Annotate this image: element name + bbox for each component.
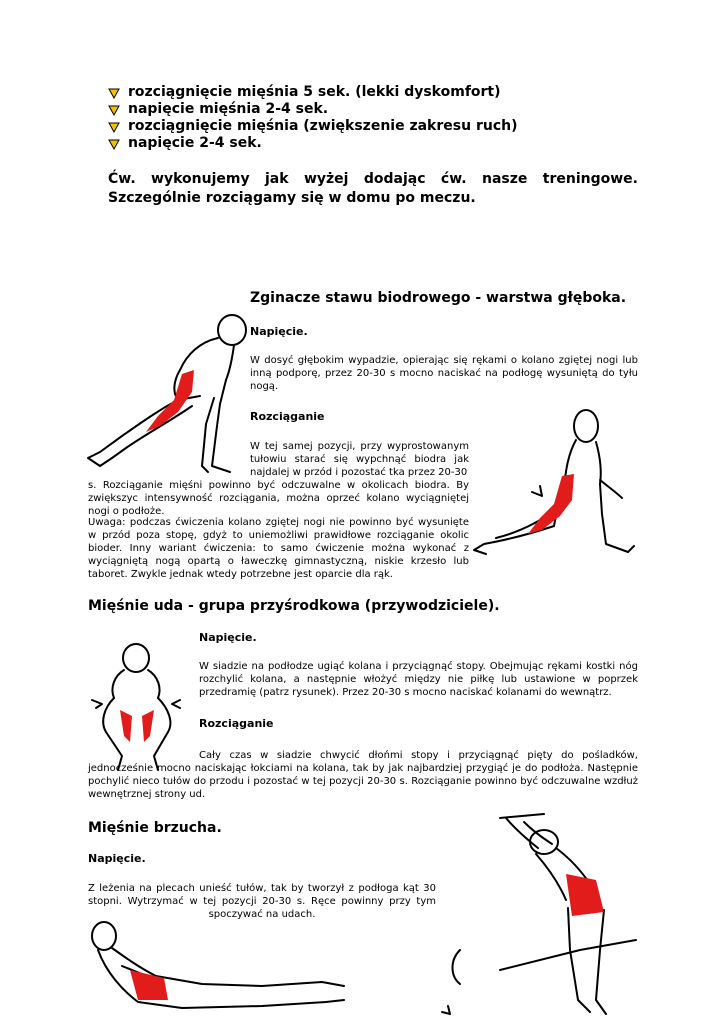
section3-tension-text: Z leżenia na plecach unieść tułów, tak by tworzył z podłoga kąt 30 stopni. Wytrzymać w tej pozycji 20-30 s. Ręce powinny przy tym spoczywać na udach. <box>88 883 436 920</box>
section1-stretch-text-cont: s. Rozciąganie mięśni powinno być odczuwalne w okolicach biodra. By zwiększyc intensywność rozciągania, można oprzeć kolano wyciągniętej nogi o podłoże. <box>88 480 469 517</box>
section2-stretch-heading: Rozciąganie <box>199 717 274 730</box>
adductor-illustration <box>88 636 188 778</box>
section1-note: Uwaga: podczas ćwiczenia kolano zgiętej nogi nie powinno być wysunięte w przód poza stopę, gdyż to uniemożliwi prawidłowe rozciąganie okolic bioder. Inny wariant ćwiczenia: to samo ćwiczenie można wykonać z wyciągniętą nogą opartą o ławeczkę gimnastyczną, niskie krzesło lub taboret. Zwykle jednak wtedy potrzebne jest oparcie dla rąk. <box>88 517 469 580</box>
section1-stretch-heading: Rozciąganie <box>250 410 325 423</box>
intro-paragraph: Ćw. wykonujemy jak wyżej dodając ćw. nasze treningowe. Szczególnie rozciągamy się w domu po meczu. <box>108 171 638 206</box>
section2-title: Mięśnie uda - grupa przyśrodkowa (przywodziciele). <box>88 598 500 614</box>
section2-stretch-text: Cały czas w siadzie chwycić dłońmi stopy i przyciągnąć pięty do pośladków, jednocześnie mocno naciskając łokciami na kolana, tak by jak najbardziej przygiąć je do podłoża. Następnie pochylić nieco tułów do przodu i pozostać w tej pozycji 20-30 s. Rozciąganie powinno być odczuwalne wzdłuż wewnętrznej strony ud. <box>88 750 638 800</box>
section1-title: Zginacze stawu biodrowego - warstwa głęboka. <box>250 290 627 306</box>
hip-stretch-illustration <box>470 404 638 562</box>
section2-tension-text: W siadzie na podłodze ugiąć kolana i przyciągnąć stopy. Obejmując rękami kostki nóg rozchylić kolana, a następnie włożyć między nie piłkę lub ustawione w poprzek przedramię (patrz rysunek). Przez 20-30 s mocno naciskać kolanami do wewnątrz. <box>199 661 638 698</box>
list-item: napięcie mięśnia 2-4 sek. <box>108 101 628 118</box>
list-item: napięcie 2-4 sek. <box>108 135 628 152</box>
intro-list <box>108 84 628 152</box>
section1-tension-heading: Napięcie. <box>250 325 308 338</box>
list-item: rozciągnięcie mięśnia 5 sek. (lekki dyskomfort) <box>108 84 628 101</box>
section1-tension-text: W dosyć głębokim wypadzie, opierając się rękami o kolano zgiętej nogi lub inną podporę, przez 20-30 s mocno naciskać na podłogę wysuniętą do tyłu nogą. <box>250 355 638 392</box>
abdominal-stretch-illustration <box>440 800 640 1024</box>
section2-tension-heading: Napięcie. <box>199 631 257 644</box>
bullet-icon <box>108 138 120 150</box>
section1-stretch-text: W tej samej pozycji, przy wyprostowanym tułowiu starać się wypchnąć biodra jak najdalej w przód i pozostać tka przez 20-30 <box>250 441 469 478</box>
bullet-icon <box>108 121 120 133</box>
bullet-icon <box>108 104 120 116</box>
situp-illustration <box>82 912 350 1022</box>
section3-title: Mięśnie brzucha. <box>88 820 222 836</box>
list-item: rozciągnięcie mięśnia (zwiększenie zakresu ruch) <box>108 118 628 135</box>
bullet-icon <box>108 87 120 99</box>
section3-tension-heading: Napięcie. <box>88 852 146 865</box>
lunge-illustration <box>82 308 252 480</box>
